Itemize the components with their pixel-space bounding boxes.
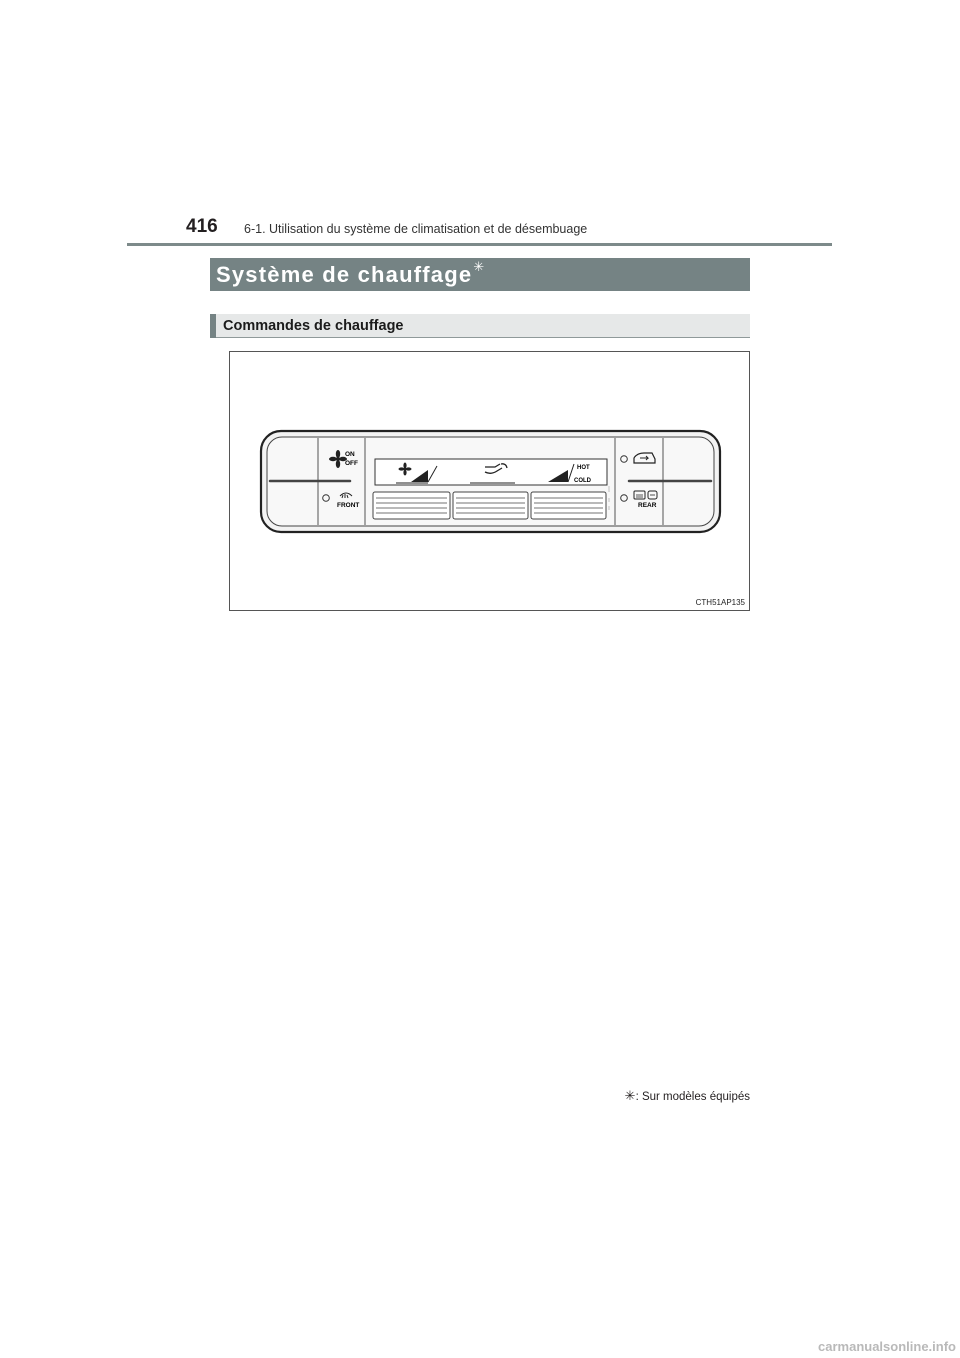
off-label: OFF (345, 460, 358, 467)
cold-label: COLD (574, 478, 591, 484)
on-label: ON (345, 451, 355, 458)
front-label: FRONT (337, 502, 360, 509)
rear-label: REAR (638, 502, 657, 509)
footnote (625, 1088, 750, 1104)
equipment-marker: ✳ (473, 259, 486, 274)
footnote-text: : Sur modèles équipés (635, 1091, 750, 1103)
subsection-title: Commandes de chauffage (210, 314, 750, 338)
hot-label: HOT (577, 465, 590, 471)
chapter-title: 6-1. Utilisation du système de climatisation et de désembuage (244, 222, 588, 236)
figure-code: CTH51AP135 (695, 598, 745, 607)
heater-controls-figure (229, 351, 750, 611)
air-vent-left (373, 492, 450, 519)
section-title (210, 258, 750, 291)
air-vent-right (531, 492, 606, 519)
control-display (375, 459, 607, 485)
section-title-text: Système de chauffage (216, 262, 473, 287)
heater-control-panel (230, 352, 751, 612)
air-vent-center (453, 492, 528, 519)
page-number: 416 (186, 216, 218, 237)
watermark: carmanualsonline.info (818, 1339, 956, 1354)
footnote-marker: ✳ (624, 1088, 636, 1103)
header-rule (127, 243, 832, 246)
